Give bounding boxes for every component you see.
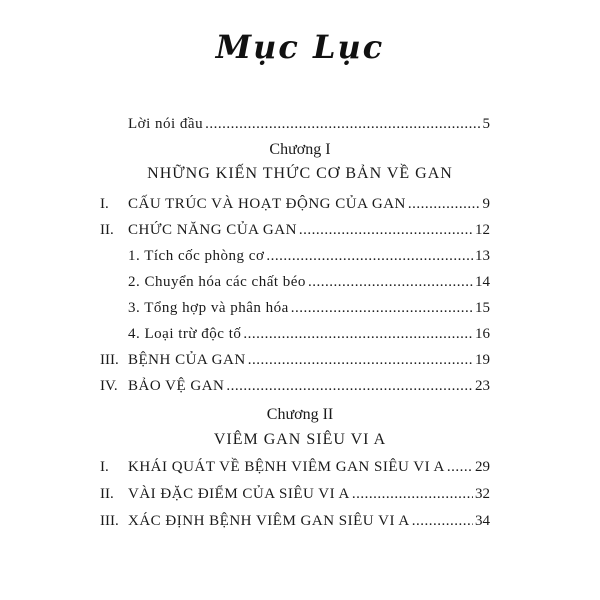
toc-entry	[100, 378, 490, 395]
toc-entry-label: Lời nói đầu	[128, 116, 204, 132]
toc-entry-label: KHÁI QUÁT VỀ BỆNH VIÊM GAN SIÊU VI A	[128, 459, 445, 475]
chapter-title: VIÊM GAN SIÊU VI A	[213, 431, 387, 448]
toc-entry-label: CHỨC NĂNG CỦA GAN	[128, 222, 297, 238]
leader-dots	[243, 326, 473, 343]
leader-dots	[205, 116, 480, 133]
leader-dots	[291, 300, 473, 317]
leader-dots	[447, 459, 473, 476]
toc-entry-page: 13	[475, 248, 490, 264]
chapter-label: Chương II	[266, 406, 334, 423]
toc-entry-number: III.	[100, 513, 119, 529]
toc-subentry	[128, 326, 490, 343]
leader-dots	[412, 513, 473, 530]
toc-entry-label: BỆNH CỦA GAN	[128, 352, 246, 368]
toc-subentry	[128, 248, 490, 265]
toc-entry	[100, 352, 490, 369]
toc-entry-label: XÁC ĐỊNH BỆNH VIÊM GAN SIÊU VI A	[128, 513, 410, 529]
toc-entry-page: 29	[475, 459, 490, 475]
leader-dots	[266, 248, 473, 265]
chapter-title: NHỮNG KIẾN THỨC CƠ BẢN VỀ GAN	[147, 165, 453, 182]
toc-entry-page: 16	[475, 326, 490, 342]
toc-entry-label: 1. Tích cốc phòng cơ	[128, 248, 265, 264]
toc-entry-page: 32	[475, 486, 490, 502]
toc-entry-number: III.	[100, 352, 119, 368]
leader-dots	[248, 352, 473, 369]
toc-entry-label: BẢO VỆ GAN	[128, 378, 225, 394]
leader-dots	[299, 222, 473, 239]
toc-entry	[100, 222, 490, 239]
toc-entry-number: II.	[100, 222, 114, 238]
toc-entry-page: 9	[482, 196, 490, 212]
toc-entry-number: IV.	[100, 378, 118, 394]
toc-entry-label: 3. Tổng hợp và phân hóa	[128, 300, 289, 316]
toc-entry	[100, 459, 490, 476]
toc-entry	[100, 513, 490, 530]
toc-entry-page: 19	[475, 352, 490, 368]
chapter-label: Chương I	[269, 141, 331, 158]
leader-dots	[308, 274, 473, 291]
toc-subentry	[128, 274, 490, 291]
leader-dots	[408, 196, 481, 213]
toc-entry-page: 34	[475, 513, 490, 529]
toc-entry-number: I.	[100, 459, 109, 475]
toc-entry-label: CẤU TRÚC VÀ HOẠT ĐỘNG CỦA GAN	[128, 196, 406, 212]
toc-entry-page: 15	[475, 300, 490, 316]
toc-entry-page: 14	[475, 274, 490, 290]
toc-entry	[100, 196, 490, 213]
toc-entry-number: I.	[100, 196, 109, 212]
toc-entry	[100, 486, 490, 503]
toc-entry-label: 4. Loại trừ độc tố	[128, 326, 242, 342]
toc-entry-label: VÀI ĐẶC ĐIỂM CỦA SIÊU VI A	[128, 486, 350, 502]
toc-entry-number: II.	[100, 486, 114, 502]
toc-subentry	[128, 300, 490, 317]
toc-entry-page: 5	[482, 116, 490, 132]
toc-entry-label: 2. Chuyển hóa các chất béo	[128, 274, 306, 290]
leader-dots	[226, 378, 473, 395]
leader-dots	[352, 486, 473, 503]
toc-entry-page: 12	[475, 222, 490, 238]
page-title: Mục Lục	[215, 28, 385, 66]
toc-entry-preface	[128, 116, 490, 133]
toc-entry-page: 23	[475, 378, 490, 394]
